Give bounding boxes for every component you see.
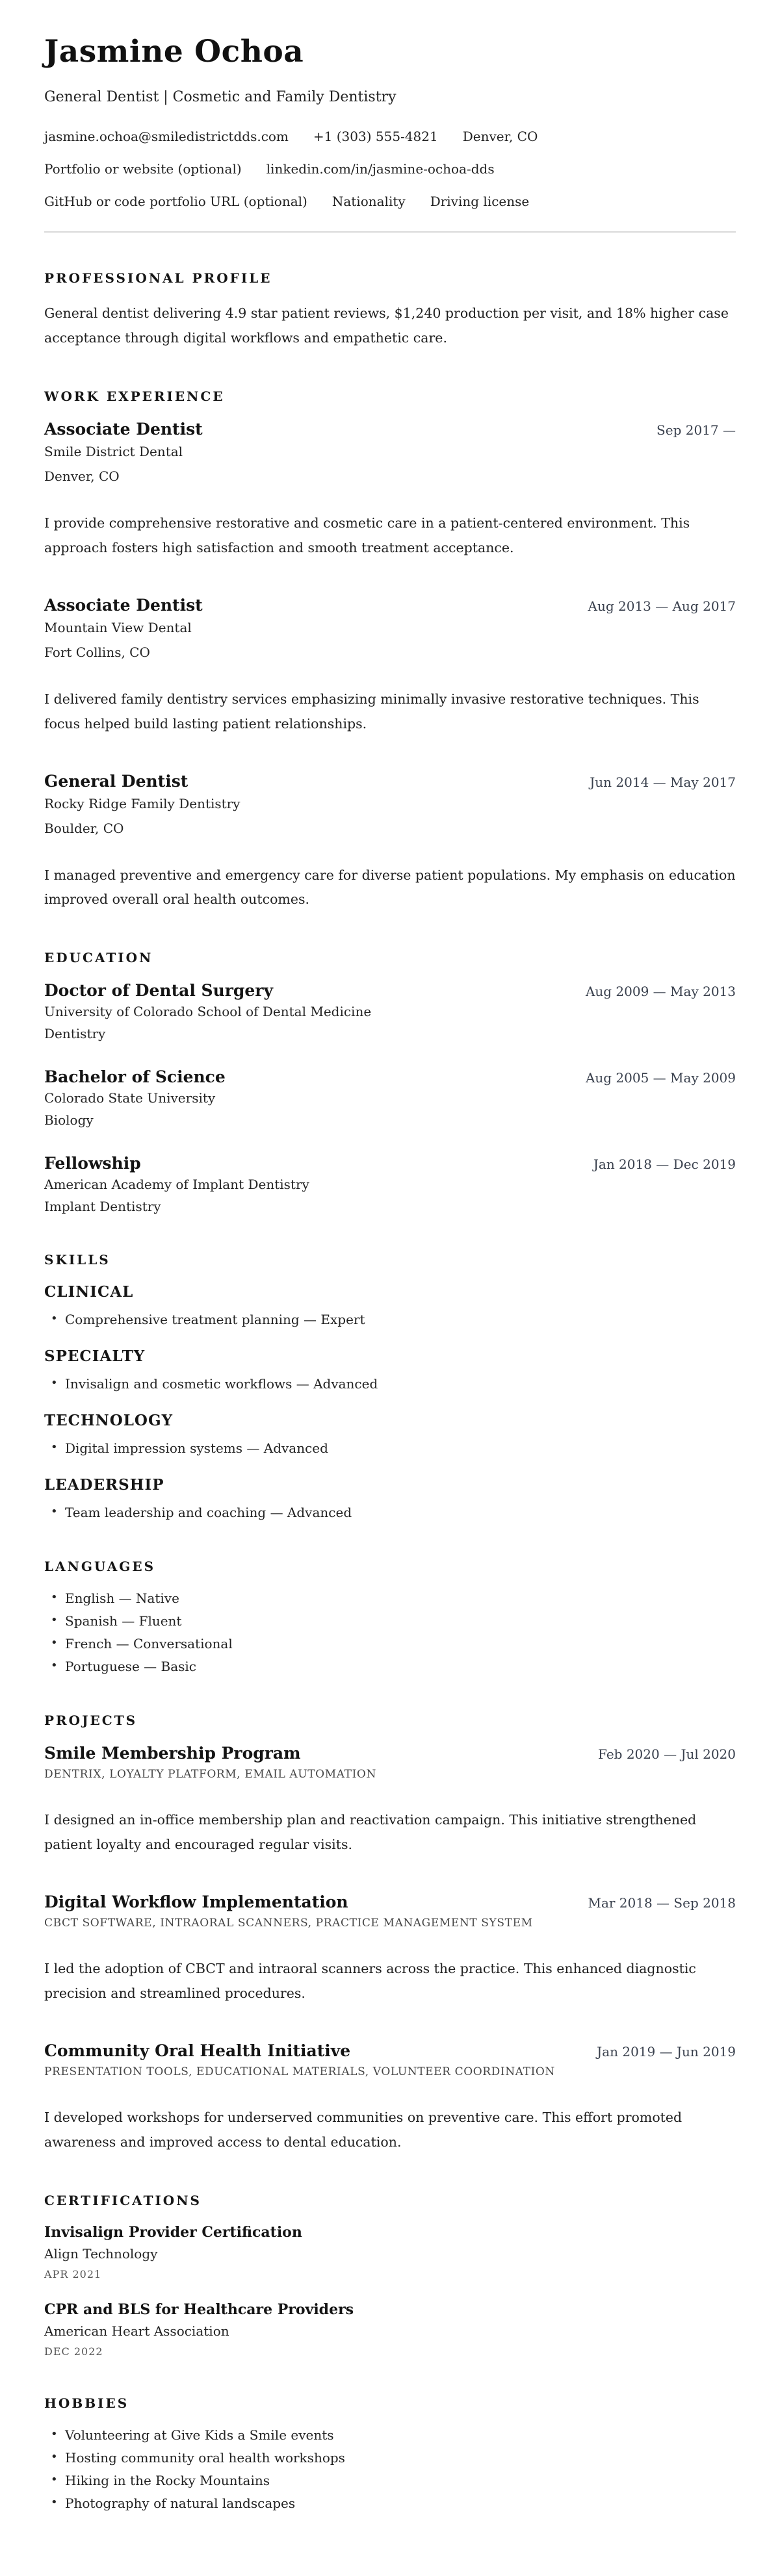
work-entry-head	[44, 772, 736, 791]
skill-item: • Digital impression systems — Advanced	[44, 1440, 736, 1457]
resume-header	[44, 34, 736, 233]
section-heading-projects: PROJECTS	[44, 1713, 138, 1729]
project-name: Smile Membership Program	[44, 1744, 301, 1763]
section-projects	[44, 1713, 736, 2155]
language-list	[44, 1590, 736, 1675]
skill-item: • Team leadership and coaching — Advanced	[44, 1504, 736, 1521]
skill-group	[44, 1412, 736, 1457]
skill-group-name: LEADERSHIP	[44, 1476, 164, 1494]
certification-date: DEC 2022	[44, 2345, 103, 2358]
education-entry	[44, 1154, 736, 1214]
project-entry	[44, 1744, 736, 1857]
section-languages	[44, 1559, 736, 1675]
project-entry-head	[44, 2041, 736, 2060]
project-description: I developed workshops for underserved communities on preventive care. This effort promoted awareness and improved access to dental education.	[44, 2110, 682, 2150]
language-item: • Spanish — Fluent	[44, 1613, 736, 1629]
section-certifications	[44, 2193, 736, 2358]
project-dates: Mar 2018 — Sep 2018	[588, 1895, 736, 1911]
section-education	[44, 950, 736, 1214]
section-professional-profile	[44, 270, 736, 351]
job-title: General Dentist	[44, 771, 188, 791]
profile-summary-text: General dentist delivering 4.9 star patient reviews, $1,240 production per visit, and 18% higher case acceptance through digital workflows and empathetic care.	[44, 305, 729, 346]
job-company: Smile District Dental	[44, 443, 183, 459]
phone-text: +1 (303) 555-4821	[313, 129, 438, 144]
project-description: I designed an in-office membership plan and reactivation campaign. This initiative strengthened patient loyalty and encouraged regular visits.	[44, 1812, 697, 1853]
skill-list	[44, 1311, 736, 1328]
section-heading-hobbies: HOBBIES	[44, 2395, 129, 2411]
project-tags: PRESENTATION TOOLS, EDUCATIONAL MATERIALS, VOLUNTEER COORDINATION	[44, 2065, 555, 2079]
skill-group-name: CLINICAL	[44, 1283, 134, 1301]
project-name: Community Oral Health Initiative	[44, 2041, 351, 2061]
project-entry-head	[44, 1893, 736, 1911]
job-description: I delivered family dentistry services emphasizing minimally invasive restorative techniques. This focus helped build lasting patient relationships.	[44, 691, 699, 732]
work-entry	[44, 772, 736, 913]
job-description: I managed preventive and emergency care for diverse patient populations. My emphasis on education improved overall oral health outcomes.	[44, 867, 736, 908]
section-heading-skills: SKILLS	[44, 1252, 110, 1268]
project-tags: CBCT SOFTWARE, INTRAORAL SCANNERS, PRACTICE MANAGEMENT SYSTEM	[44, 1917, 533, 1930]
skill-group	[44, 1347, 736, 1392]
skill-list	[44, 1440, 736, 1457]
degree-title: Fellowship	[44, 1154, 141, 1173]
field-of-study: Biology	[44, 1112, 94, 1129]
skill-list	[44, 1375, 736, 1392]
skill-item: • Comprehensive treatment planning — Expert	[44, 1311, 736, 1328]
project-entry-head	[44, 1744, 736, 1763]
language-item: • French — Conversational	[44, 1635, 736, 1652]
job-dates: Sep 2017 —	[656, 422, 736, 438]
education-dates: Aug 2009 — May 2013	[585, 984, 736, 1000]
education-dates: Aug 2005 — May 2009	[585, 1070, 736, 1086]
project-description: I led the adoption of CBCT and intraoral scanners across the practice. This enhanced diagnostic precision and streamlined procedures.	[44, 1961, 696, 2002]
skill-group-name: SPECIALTY	[44, 1347, 146, 1366]
email-text: jasmine.ochoa@smiledistrictdds.com	[44, 129, 289, 144]
contact-row-extra	[44, 194, 736, 209]
linkedin-text: linkedin.com/in/jasmine-ochoa-dds	[266, 161, 495, 177]
section-heading-education: EDUCATION	[44, 950, 153, 966]
job-location: Fort Collins, CO	[44, 644, 150, 660]
work-entry	[44, 420, 736, 561]
hobby-item: • Photography of natural landscapes	[44, 2495, 736, 2512]
certification-entry	[44, 2224, 736, 2280]
section-skills	[44, 1252, 736, 1521]
education-entry	[44, 981, 736, 1041]
work-entry	[44, 596, 736, 737]
degree-title: Doctor of Dental Surgery	[44, 981, 274, 1001]
header-divider	[44, 231, 736, 233]
project-name: Digital Workflow Implementation	[44, 1893, 348, 1912]
job-dates: Aug 2013 — Aug 2017	[588, 598, 736, 614]
certification-issuer: Align Technology	[44, 2245, 158, 2262]
certification-name: CPR and BLS for Healthcare Providers	[44, 2301, 354, 2318]
professional-title: General Dentist | Cosmetic and Family Dentistry	[44, 89, 396, 105]
job-description: I provide comprehensive restorative and cosmetic care in a patient-centered environment. This approach fosters high satisfaction and smooth treatment acceptance.	[44, 515, 690, 555]
project-dates: Jan 2019 — Jun 2019	[597, 2044, 736, 2060]
school-name: University of Colorado School of Dental Medicine	[44, 1004, 372, 1020]
certification-entry	[44, 2301, 736, 2358]
skill-item: • Invisalign and cosmetic workflows — Advanced	[44, 1375, 736, 1392]
driving-license-label: Driving license	[430, 194, 530, 209]
education-entry-head	[44, 1154, 736, 1173]
location-text: Denver, CO	[462, 129, 538, 144]
job-title: Associate Dentist	[44, 595, 203, 615]
nationality-label: Nationality	[332, 194, 406, 209]
job-location: Boulder, CO	[44, 820, 124, 836]
section-heading-certifications: CERTIFICATIONS	[44, 2192, 202, 2208]
portfolio-placeholder-text: Portfolio or website (optional)	[44, 161, 242, 177]
field-of-study: Dentistry	[44, 1026, 106, 1042]
job-dates: Jun 2014 — May 2017	[590, 774, 736, 790]
certification-issuer: American Heart Association	[44, 2323, 229, 2339]
github-placeholder-text: GitHub or code portfolio URL (optional)	[44, 194, 307, 209]
certification-name: Invisalign Provider Certification	[44, 2223, 302, 2241]
job-company: Rocky Ridge Family Dentistry	[44, 795, 240, 811]
section-heading-languages: LANGUAGES	[44, 1559, 156, 1575]
education-entry-head	[44, 1067, 736, 1086]
skill-list	[44, 1504, 736, 1521]
project-entry	[44, 2041, 736, 2155]
project-dates: Feb 2020 — Jul 2020	[598, 1746, 736, 1763]
job-company: Mountain View Dental	[44, 619, 192, 635]
hobby-item: • Hosting community oral health workshops	[44, 2449, 736, 2466]
contact-row-links	[44, 161, 736, 177]
job-title: Associate Dentist	[44, 419, 203, 439]
project-tags: DENTRIX, LOYALTY PLATFORM, EMAIL AUTOMATION	[44, 1768, 376, 1781]
job-location: Denver, CO	[44, 468, 120, 484]
language-item: • Portuguese — Basic	[44, 1658, 736, 1675]
school-name: Colorado State University	[44, 1090, 216, 1106]
work-entry-head	[44, 420, 736, 439]
education-entry	[44, 1067, 736, 1128]
degree-title: Bachelor of Science	[44, 1067, 226, 1087]
hobby-item: • Hiking in the Rocky Mountains	[44, 2472, 736, 2489]
skill-group	[44, 1283, 736, 1328]
work-entry-head	[44, 596, 736, 615]
section-work-experience	[44, 389, 736, 913]
hobby-item: • Volunteering at Give Kids a Smile events	[44, 2427, 736, 2443]
candidate-name: Jasmine Ochoa	[44, 34, 304, 70]
education-entry-head	[44, 981, 736, 1000]
project-entry	[44, 1893, 736, 2006]
section-heading-profile: PROFESSIONAL PROFILE	[44, 270, 272, 286]
certification-date: APR 2021	[44, 2267, 102, 2280]
field-of-study: Implant Dentistry	[44, 1199, 161, 1215]
section-hobbies	[44, 2395, 736, 2512]
school-name: American Academy of Implant Dentistry	[44, 1177, 309, 1193]
education-dates: Jan 2018 — Dec 2019	[593, 1156, 736, 1173]
language-item: • English — Native	[44, 1590, 736, 1607]
skill-group-name: TECHNOLOGY	[44, 1412, 174, 1430]
hobby-list	[44, 2427, 736, 2512]
contact-row-primary	[44, 129, 736, 144]
section-heading-work: WORK EXPERIENCE	[44, 388, 225, 404]
skill-group	[44, 1476, 736, 1521]
